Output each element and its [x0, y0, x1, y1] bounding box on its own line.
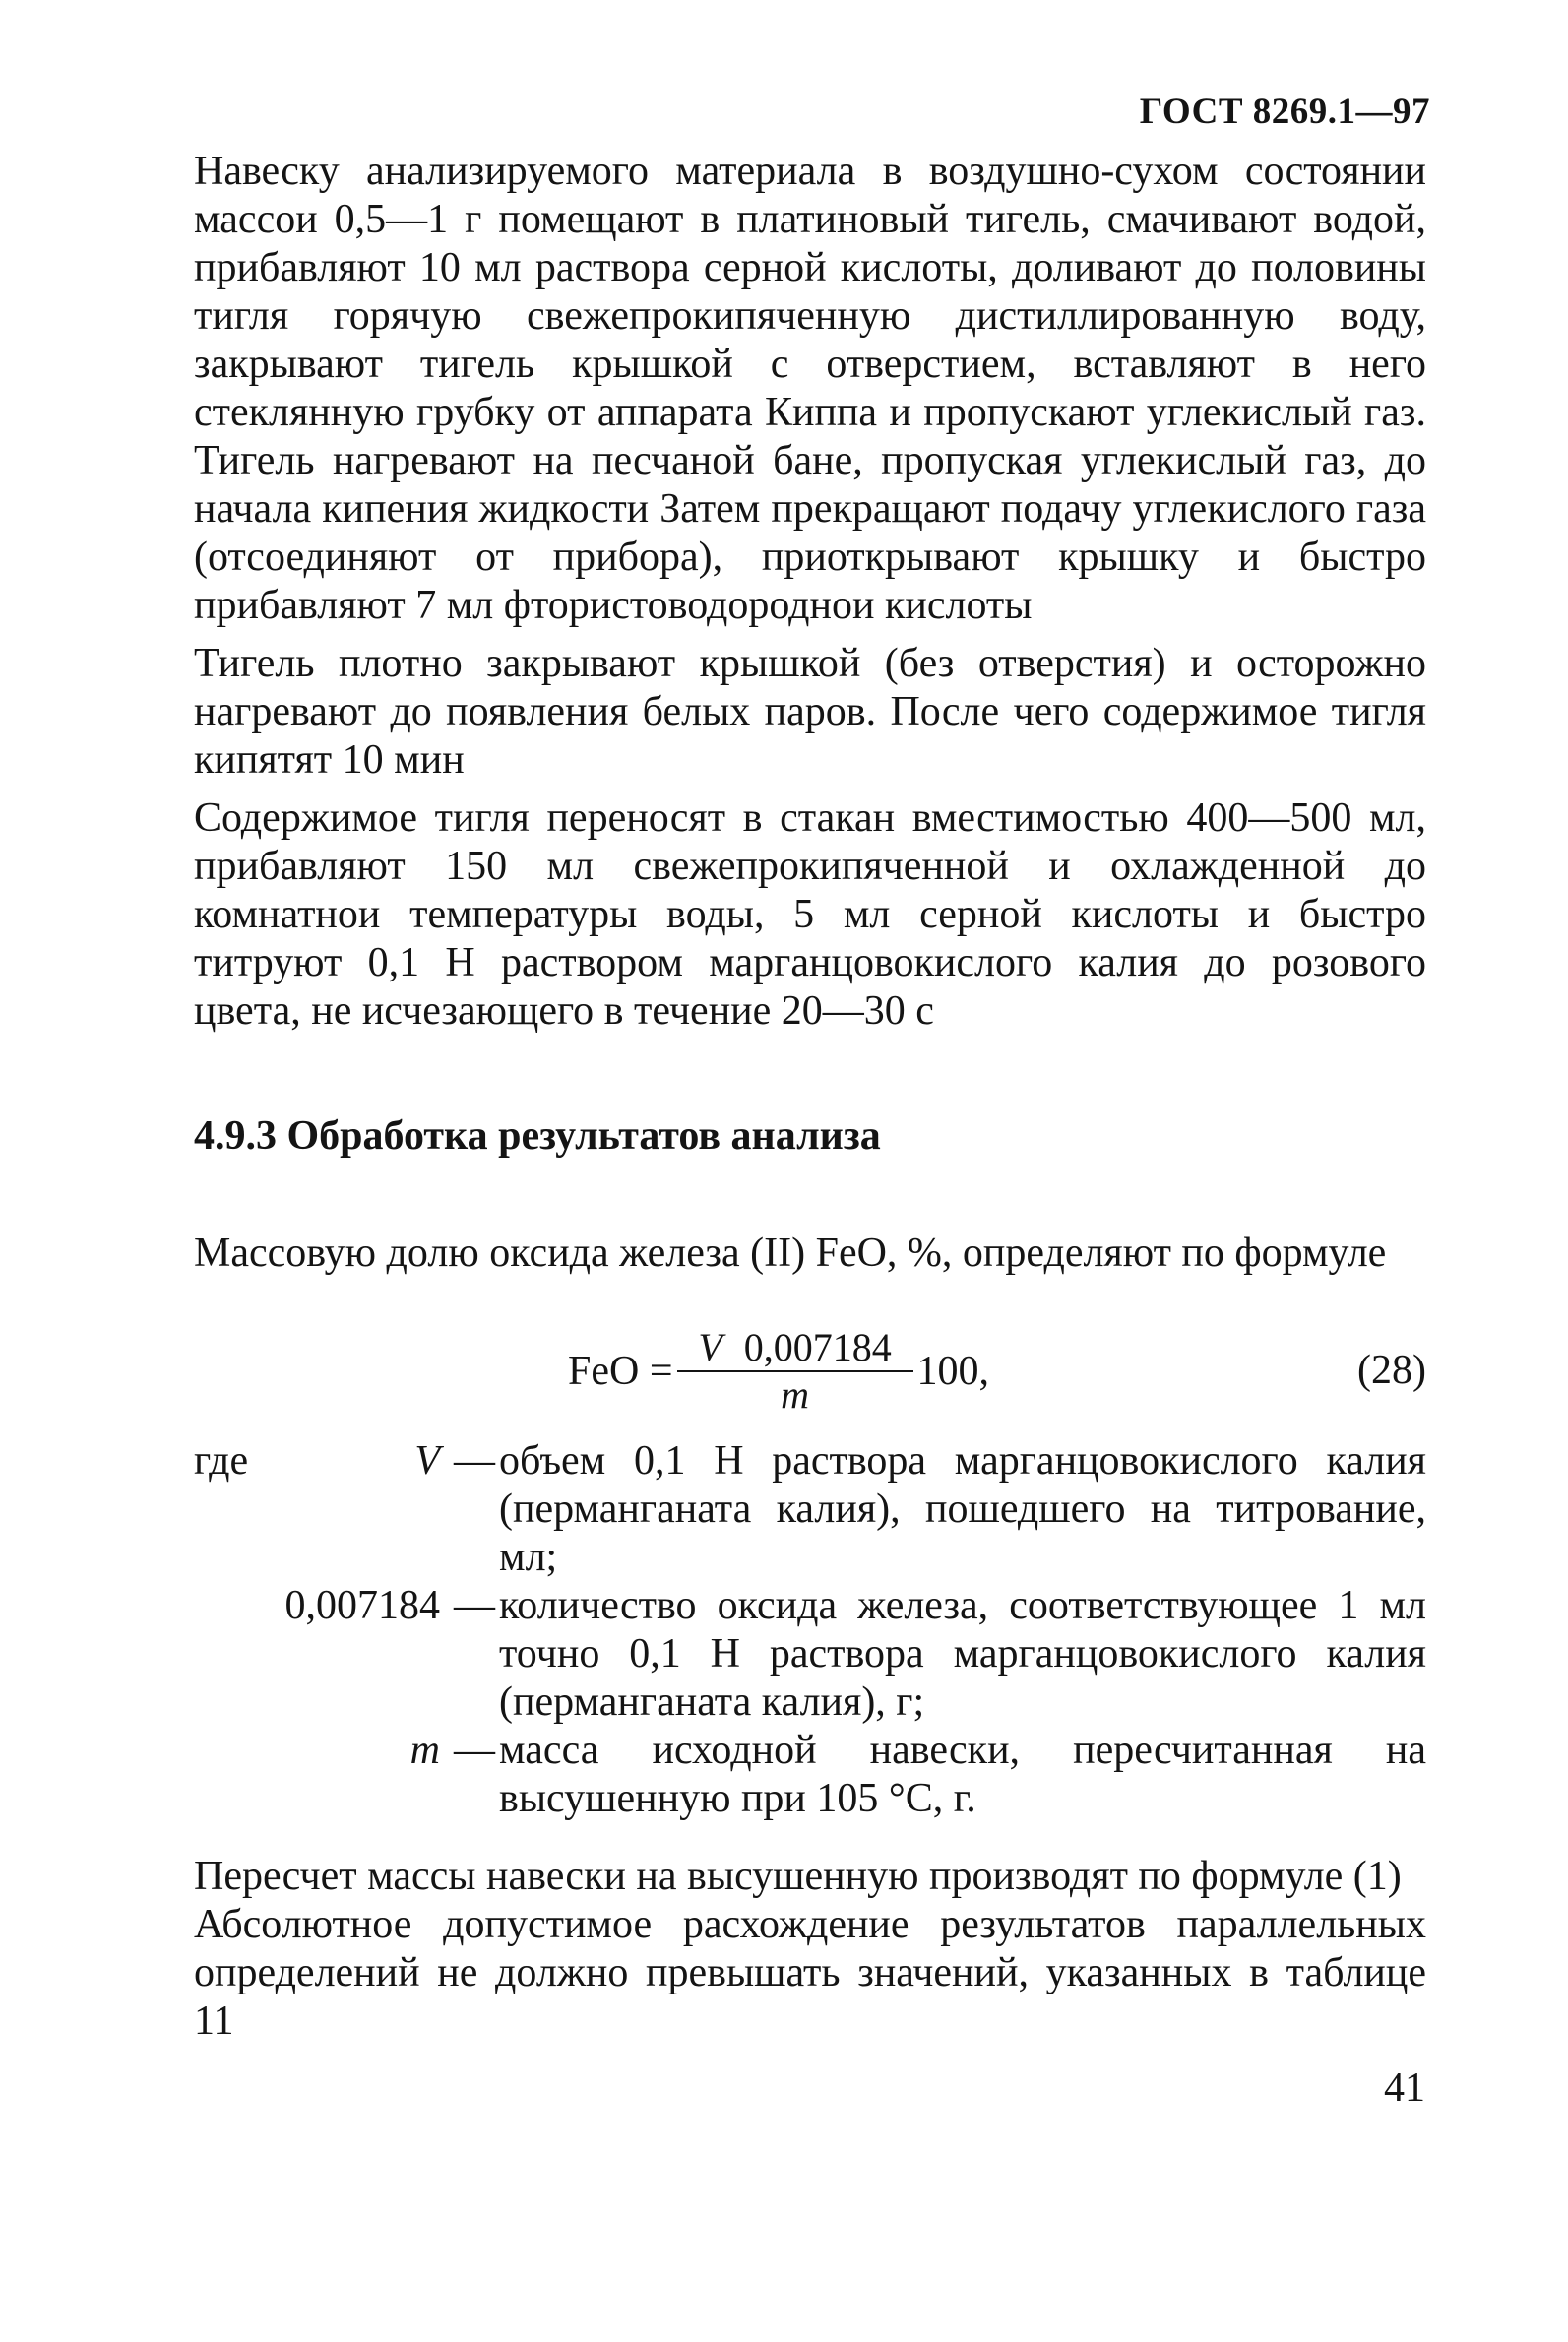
- definition-text: масса исходной навески, пересчитанная на высушенную при 105 °С, г.: [499, 1728, 1426, 1821]
- definition-symbol: 0,007184: [284, 1583, 440, 1628]
- definition-text: количество оксида железа, соответствующее 1 мл точно 0,1 Н раствора марганцовокислого калия (перманганата калия), г;: [499, 1583, 1426, 1725]
- definition-dash: —: [454, 1438, 495, 1484]
- paragraph-tolerance: Абсолютное допустимое расхождение результатов параллельных определений не должно превышать значений, указанных в таблице 11: [194, 1902, 1426, 2044]
- formula-denominator: m: [781, 1372, 809, 1417]
- definition-dash: —: [454, 1728, 495, 1773]
- paragraph-formula-intro: Массовую долю оксида железа (II) FeO, %, определяют по формуле: [194, 1231, 1387, 1276]
- formula-lhs: FeO =: [568, 1348, 673, 1394]
- section-heading: 4.9.3 Обработка результатов анализа: [194, 1113, 881, 1159]
- definition-item: [194, 1727, 1426, 1823]
- definition-symbol: V: [414, 1438, 440, 1484]
- definition-item: [194, 1582, 1426, 1727]
- document-standard-id: ГОСТ 8269.1—97: [1139, 92, 1430, 132]
- page-body: [194, 148, 1426, 2046]
- formula-numerator-const: 0,007184: [743, 1325, 892, 1369]
- formula-tail: 100,: [916, 1348, 990, 1394]
- paragraph-heating: Тигель плотно закрывают крышкой (без отверстия) и осторожно нагревают до появления белых паров. После чего содержимое тигля кипятят 10 мин: [194, 641, 1426, 783]
- equation-number: (28): [1357, 1348, 1426, 1393]
- formula-fraction: [677, 1325, 913, 1418]
- definition-symbol: m: [409, 1728, 440, 1773]
- formula-block: [194, 1317, 1426, 1425]
- definition-item: [194, 1437, 1426, 1582]
- definitions-list: [194, 1437, 1426, 1823]
- page-number: 41: [1384, 2065, 1425, 2111]
- formula-numerator: [692, 1325, 897, 1370]
- definition-dash: —: [454, 1583, 495, 1628]
- paragraph-sample-preparation: Навеску анализируемого материала в воздушно-сухом состоянии массои 0,5—1 г помещают в платиновый тигель, смачивают водой, прибавляют 10 мл раствора серной кислоты, доливают до половины тигля горячую свежепрокипяченную дистиллированную воду, закрывают тигель крышкой с отверстием, вставляют в него стеклянную грубку от аппарата Киппа и пропускают углекислый газ. Тигель нагревают на песчаной бане, пропуская углекислый газ, до начала кипения жидкости Затем прекращают подачу углекислого газа (отсоединяют от прибора), приоткрывают крышку и быстро прибавляют 7 мл фтористоводороднои кислоты: [194, 149, 1426, 628]
- where-label: где: [194, 1438, 249, 1484]
- paragraph-recalculation: Пересчет массы навески на высушенную производят по формуле (1): [194, 1854, 1402, 1899]
- formula-numerator-var: V: [698, 1325, 722, 1369]
- definition-text: объем 0,1 Н раствора марганцовокислого калия (перманганата калия), пошедшего на титрование, мл;: [499, 1438, 1426, 1580]
- paragraph-titration: Содержимое тигля переносят в стакан вместимостью 400—500 мл, прибавляют 150 мл свежепрокипяченной и охлажденной до комнатнои температуры воды, 5 мл серной кислоты и быстро титруют 0,1 Н раствором марганцовокислого калия до розового цвета, не исчезающего в течение 20—30 с: [194, 795, 1426, 1034]
- formula-28: [568, 1317, 989, 1425]
